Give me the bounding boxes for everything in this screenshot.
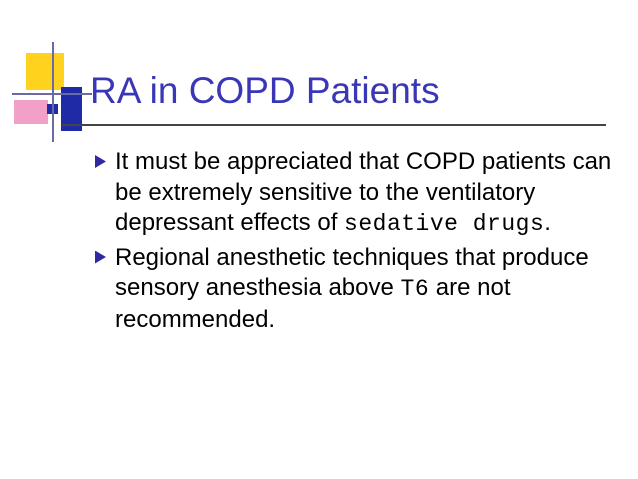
bullet-emphasis: T6 <box>400 276 430 302</box>
bullet-text: Regional anesthetic techniques that produce sensory anesthesia above <box>115 243 589 301</box>
bullet-text-end: are not recommended. <box>115 274 511 333</box>
bullet-text-end: . <box>544 209 551 236</box>
bullet-text: It must be appreciated that COPD patients can be extremely sensitive to the ventilatory depressant effects of <box>115 148 612 236</box>
slide-title: RA in COPD Patients <box>90 70 440 111</box>
bullet-emphasis: sedative drugs <box>344 211 545 237</box>
decoration-yellow-square <box>26 53 64 90</box>
decoration-vertical-line <box>52 42 54 142</box>
triangle-bullet-icon <box>95 155 106 168</box>
bullet-list <box>95 147 615 338</box>
triangle-bullet-icon <box>95 251 106 264</box>
decoration-horizontal-line <box>12 93 92 95</box>
decoration-pink-square <box>14 100 48 124</box>
bullet-item <box>95 243 615 336</box>
bullet-item <box>95 147 615 240</box>
title-underline <box>62 124 606 126</box>
